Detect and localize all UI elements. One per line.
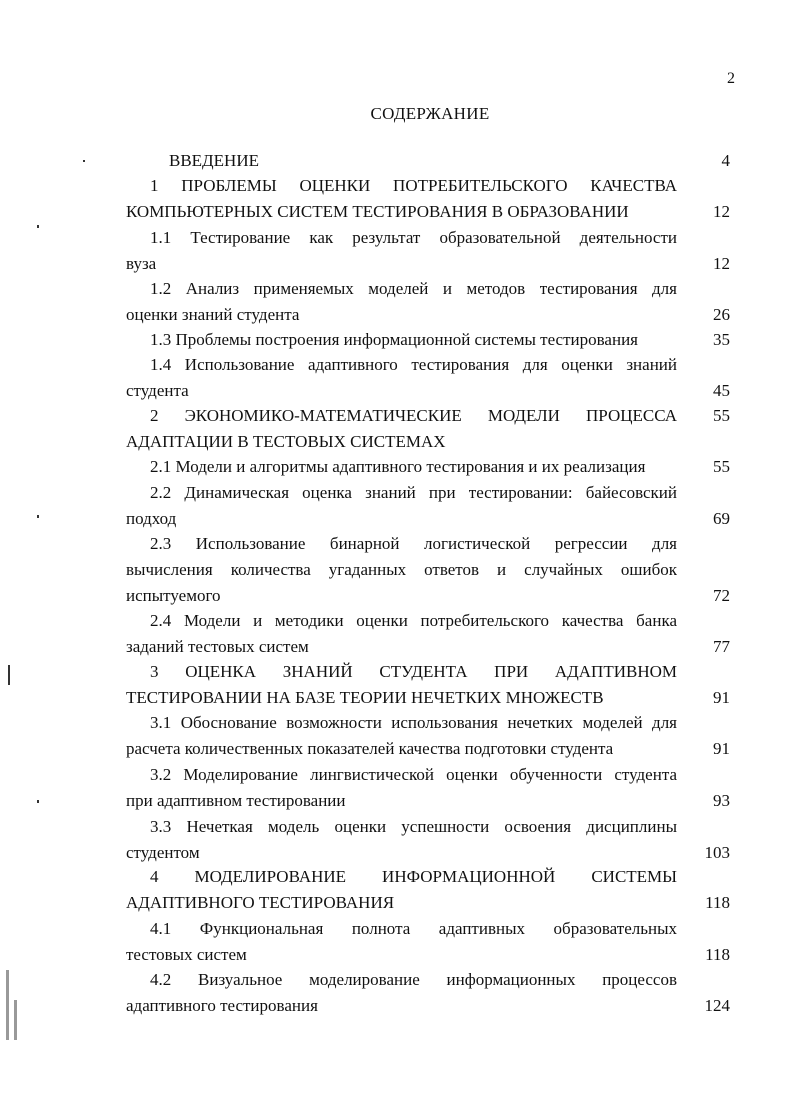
toc-page-number: 91 [713, 739, 730, 758]
scan-speck [14, 1000, 17, 1040]
toc-page-number: 55 [713, 457, 730, 476]
toc-entry-title: 3.2 Моделирование лингвистической оценки обученности студента [150, 765, 677, 784]
toc-page-number: 72 [713, 586, 730, 605]
toc-entry-continuation: ТЕСТИРОВАНИИ НА БАЗЕ ТЕОРИИ НЕЧЕТКИХ МНОЖЕСТВ [126, 688, 604, 707]
toc-page-number: 45 [713, 381, 730, 400]
toc-entry-title: 1.4 Использование адаптивного тестирования для оценки знаний [150, 355, 677, 374]
toc-page-number: 55 [713, 406, 730, 425]
toc-entry-title: ВВЕДЕНИЕ [169, 151, 259, 170]
toc-page-number: 91 [713, 688, 730, 707]
toc-entry-continuation: заданий тестовых систем [126, 637, 309, 656]
toc-entry-title: 2.1 Модели и алгоритмы адаптивного тестирования и их реализация [150, 457, 646, 476]
scan-speck [6, 970, 9, 1040]
toc-entry-continuation: расчета количественных показателей качества подготовки студента [126, 739, 614, 758]
scan-speck [8, 665, 10, 685]
toc-entry-title: 3.1 Обоснование возможности использования нечетких моделей для [150, 713, 677, 732]
toc-page-number: 118 [705, 893, 730, 912]
toc-page-number: 103 [704, 843, 730, 862]
toc-entry-continuation: оценки знаний студента [126, 305, 300, 324]
toc-entry-title: 1 ПРОБЛЕМЫ ОЦЕНКИ ПОТРЕБИТЕЛЬСКОГО КАЧЕСТВА [150, 176, 677, 195]
toc-entry-title: 3.3 Нечеткая модель оценки успешности освоения дисциплины [150, 817, 677, 836]
toc-entry-continuation: тестовых систем [126, 945, 247, 964]
toc-entry-continuation: КОМПЬЮТЕРНЫХ СИСТЕМ ТЕСТИРОВАНИЯ В ОБРАЗОВАНИИ [126, 202, 629, 221]
toc-page-number: 124 [704, 996, 730, 1015]
toc-entry-continuation: подход [126, 509, 177, 528]
scan-speck [83, 160, 85, 162]
toc-page-number: 4 [721, 151, 730, 170]
toc-entry-continuation: АДАПТИВНОГО ТЕСТИРОВАНИЯ [126, 893, 395, 912]
toc-entry-continuation: студента [126, 381, 189, 400]
toc-entry-continuation: испытуемого [126, 586, 221, 605]
scan-speck [37, 515, 39, 518]
toc-page-number: 12 [713, 254, 730, 273]
toc-page-number: 77 [713, 637, 730, 656]
toc-entry-continuation: вычисления количества угаданных ответов и случайных ошибок [126, 560, 677, 579]
toc-page-number: 12 [713, 202, 730, 221]
toc-entry-continuation: при адаптивном тестировании [126, 791, 346, 810]
page-title: СОДЕРЖАНИЕ [370, 104, 490, 123]
toc-entry-title: 4 МОДЕЛИРОВАНИЕ ИНФОРМАЦИОННОЙ СИСТЕМЫ [150, 867, 677, 886]
toc-entry-title: 3 ОЦЕНКА ЗНАНИЙ СТУДЕНТА ПРИ АДАПТИВНОМ [150, 662, 677, 681]
toc-page-number: 35 [713, 330, 730, 349]
toc-page-number: 26 [713, 305, 730, 324]
toc-entry-title: 1.1 Тестирование как результат образовательной деятельности [150, 228, 677, 247]
scan-speck [37, 225, 39, 228]
toc-entry-title: 2.2 Динамическая оценка знаний при тестировании: байесовский [150, 483, 677, 502]
toc-entry-continuation: вуза [126, 254, 157, 273]
toc-page-number: 93 [713, 791, 730, 810]
toc-entry-title: 4.2 Визуальное моделирование информационных процессов [150, 970, 677, 989]
toc-page-number: 69 [713, 509, 730, 528]
toc-entry-title: 4.1 Функциональная полнота адаптивных образовательных [150, 919, 677, 938]
toc-entry-title: 1.3 Проблемы построения информационной системы тестирования [150, 330, 638, 349]
toc-entry-title: 2.4 Модели и методики оценки потребительского качества банка [150, 611, 677, 630]
toc-entry-continuation: адаптивного тестирования [126, 996, 318, 1015]
scan-speck [37, 800, 39, 803]
toc-entry-title: 2 ЭКОНОМИКО-МАТЕМАТИЧЕСКИЕ МОДЕЛИ ПРОЦЕССА [150, 406, 677, 425]
toc-page-number: 118 [705, 945, 730, 964]
toc-entry-title: 1.2 Анализ применяемых моделей и методов тестирования для [150, 279, 677, 298]
toc-entry-continuation: студентом [126, 843, 200, 862]
page-number: 2 [727, 70, 735, 87]
toc-entry-continuation: АДАПТАЦИИ В ТЕСТОВЫХ СИСТЕМАХ [126, 432, 446, 451]
toc-entry-title: 2.3 Использование бинарной логистической регрессии для [150, 534, 677, 553]
